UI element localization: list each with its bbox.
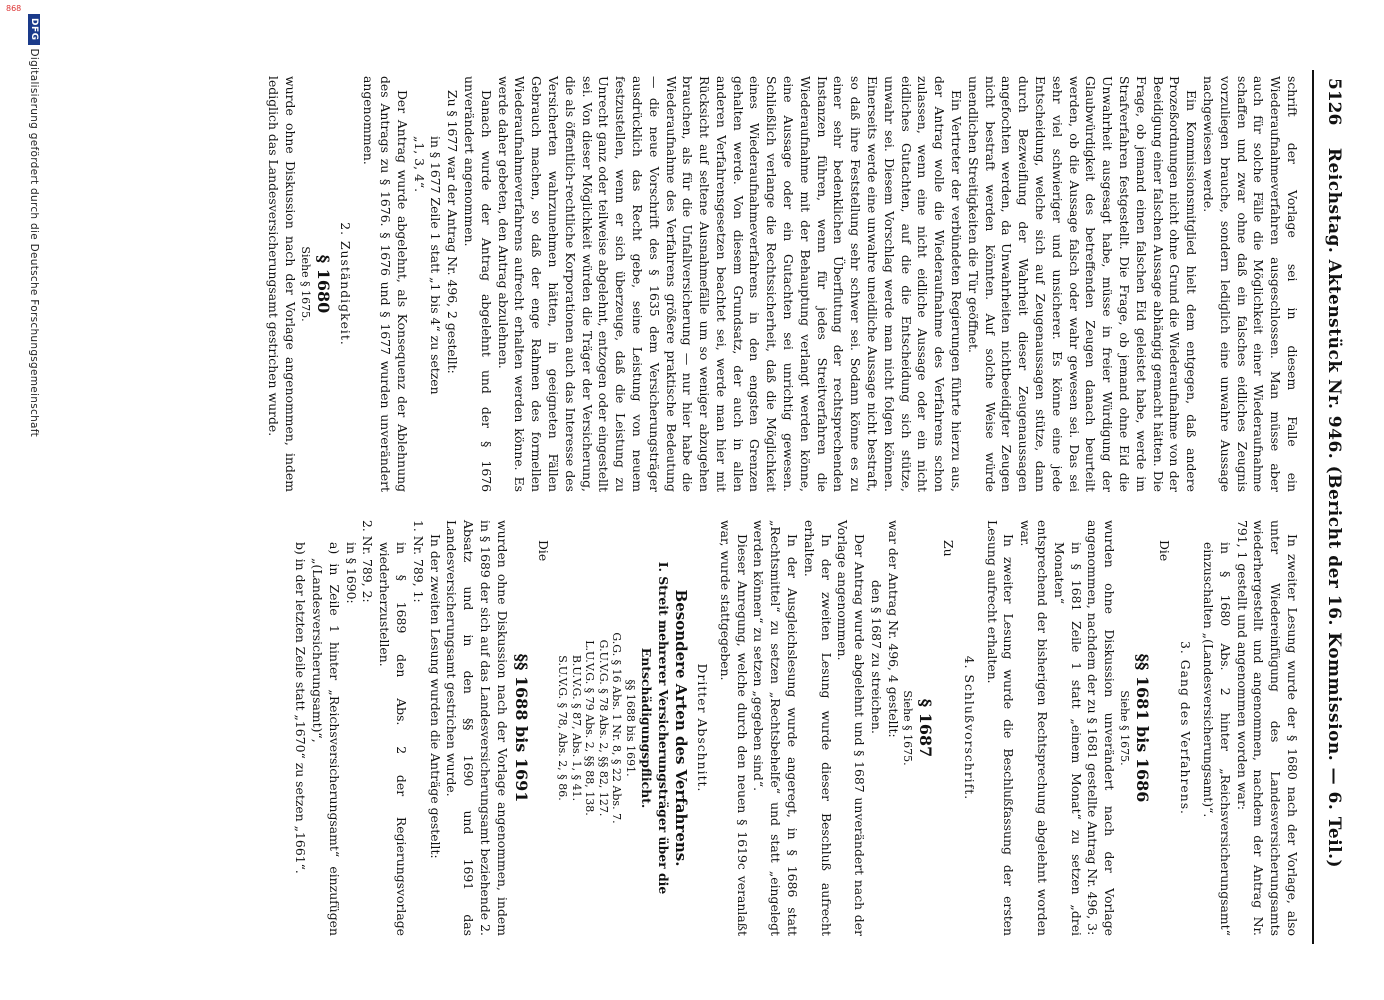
lead-word: Die bbox=[1157, 540, 1173, 562]
paragraph: In zweiter Lesung wurde der § 1680 nach der Vorlage, also unter Wiedereinfügung des Landesversicherungsamts wiederhergestellt und angenommen, nachdem der Antrag Nr. 791, 1 gestellt und angenommen worden war: bbox=[1234, 520, 1300, 936]
paragraph: Ein Kommissionsmitglied hielt dem entgegen, daß andere Prozeßordnungen nicht ohne Grund die Wiederaufnahme von der Beeidigung einer falschen Aussage abhängig gemacht hätten. Die Frage, ob jemand einen falschen Eid geleistet habe, werde im Strafverfahren festgestellt. Die Frage, ob jemand ohne Eid die Unwahrheit ausgesagt habe, müsse in freier Würdigung der Glaubwürdigkeit des betreffenden Zeugen danach beurteilt werden, ob die Aussage falsch oder wahr gewesen sei. Das sei sehr viel schwieriger und unsicherer. Es könne eine jede Entscheidung, welche sich auf Zeugenaussagen stütze, dann durch Bezweiflung der Wahrheit dieser Zeugenaussagen angefochten werden, da Unwahrheiten nichtbeeidigter Zeugen nicht bestraft werden könnten. Auf solche Weise würde unendlichen Streitigkeiten die Tür geöffnet. bbox=[965, 76, 1200, 492]
header-rule bbox=[1312, 70, 1314, 944]
lead-word: Die bbox=[536, 540, 552, 562]
subsection-heading: 4. Schlußvorschrift. bbox=[961, 655, 977, 801]
item-heading: I. Streit mehrerer Versicherungsträger über die Entschädigungspflicht. bbox=[638, 561, 671, 895]
paragraph: In der Ausgleichslesung wurde angeregt, in § 1686 statt „Rechtsmittel“ zu setzen „Rechtsbehelfe“ und statt „eingelegt werden können“ zu setzen „gegeben sind“. bbox=[751, 520, 801, 936]
cross-reference: Siehe § 1675. bbox=[901, 690, 915, 766]
left-column bbox=[265, 76, 1300, 492]
list-item: in § 1690: bbox=[343, 542, 359, 604]
quoted-amendment: „1, 3, 4“. bbox=[411, 136, 427, 193]
page-stamp: 868 bbox=[6, 4, 22, 13]
cross-reference-list: §§ 1688 bis 1691. G.G. § 16 Abs. 1 Nr. 8, § 22 Abs. 7. G.U.V.G. § 78 Abs. 2, §§ 82, 127. L.U.V.G. § 79 Abs. 2, §§ 88, 138. B.U.V.G. § 87, Abs. 1, § 41. S.U.V.G. § 78, Abs. 2, § 86. bbox=[555, 632, 637, 824]
page-header bbox=[1318, 78, 1344, 938]
page-title: Reichstag. Aktenstück Nr. 946. (Bericht der 16. Kommission. — 6. Teil.) bbox=[1324, 147, 1344, 869]
paragraph: Zu § 1677 war der Antrag Nr. 496, 2 gestellt: bbox=[445, 90, 461, 374]
page-number: 5126 bbox=[1324, 78, 1344, 126]
section-heading: §§ 1681 bis 1686 bbox=[1132, 653, 1152, 803]
paragraph: wurden ohne Diskussion nach der Vorlage angenommen, indem in § 1689 der sich auf das Landesversicherungsamt beziehende 2. Absatz und in den §§ 1690 und 1691 das Landesversicherungsamt gestrichen wurde. bbox=[444, 520, 510, 936]
paragraph: Der Antrag wurde abgelehnt, als Konsequenz der Ablehnung des Antrags zu § 1676. § 1676 und § 1677 wurden unverändert angenommen. bbox=[361, 76, 410, 492]
quoted-amendment: in § 1677 Zeile 1 statt „1 bis 4“ zu setzen bbox=[428, 136, 444, 395]
cross-reference: Siehe § 1675. bbox=[1117, 690, 1131, 766]
right-column bbox=[291, 520, 1300, 936]
section-heading: § 1680 bbox=[313, 254, 333, 314]
list-item: 1. Nr. 789, 1: bbox=[410, 520, 426, 603]
paragraph: In zweiter Lesung wurde die Beschlußfassung der ersten Lesung aufrecht erhalten. bbox=[984, 520, 1017, 936]
section-heading: §§ 1688 bis 1691 bbox=[511, 653, 531, 803]
list-item: in § 1689 den Abs. 2 der Regierungsvorlage wiederherzustellen. bbox=[377, 542, 409, 936]
lead-word: Zu bbox=[941, 540, 957, 557]
dfg-footer bbox=[24, 14, 44, 986]
chapter-label: Dritter Abschnitt. bbox=[695, 663, 711, 793]
quoted-amendment: den § 1687 zu streichen. bbox=[869, 580, 885, 734]
cross-reference: Siehe § 1675. bbox=[298, 246, 312, 322]
section-heading: § 1687 bbox=[916, 698, 936, 758]
paragraph: Ein Vertreter der verbündeten Regierungen führte hierzu aus, der Antrag wolle die Wiederaufnahme des Verfahrens schon zulassen, wenn eine nicht eidliche Aussage oder ein nicht eidliches Gutachten, auf die die Entscheidung sich stütze, unwahr sei. Diesem Vorschlag werde man nicht folgen können. Einerseits werde eine unwahre uneidliche Aussage nicht bestraft, so daß ihre Feststellung sehr schwer sei. Sodann könne es zu einer sehr bedenklichen Überflutung der rechtsprechenden Instanzen führen, wenn für jedes Streitverfahren die Wiederaufnahme mit der Behauptung verlangt werden könne, eine Aussage oder ein Gutachten sei unrichtig gewesen. Schließlich verlange die Rechtssicherheit, daß die Möglichkeit eines Wiederaufnahmeverfahrens in den engsten Grenzen gehalten werde. Von diesem Grundsatz, der auch in allen anderen Verfahrensgesetzen beachtet sei, werde man hier mit Rücksicht auf seltene Ausnahmefälle um so weniger abzugehen brauchen, als für die Unfallversicherung — nur hier habe die Wiederaufnahme des Verfahrens größere praktische Bedeutung — die neue Vorschrift des § 1635 dem Versicherungsträger ausdrücklich das Recht gebe, seine Leistung von neuem festzustellen, wenn er sich überzeuge, daß die Leistung zu Unrecht ganz oder teilweise abgelehnt, entzogen oder eingestellt sei. Von dieser Möglichkeit würden die Träger der Versicherung, die als öffentlich-rechtliche Korporationen auch das Interesse des Versicherten wahrzunehmen hätten, in geeigneten Fällen Gebrauch machen, so daß der enge Rahmen des formellen Wiederaufnahmeverfahrens aufrecht erhalten werden könne. Es werde daher gebeten, den Antrag abzulehnen. bbox=[495, 76, 965, 492]
dfg-text: Digitalisierung gefördert durch die Deutsche Forschungsgemeinschaft bbox=[28, 48, 40, 437]
paragraph: schrift der Vorlage sei in diesem Falle ein Wiederaufnahmeverfahren ausgeschlossen. Man müsse aber auch für solche Fälle die Möglichkeit einer Wiederaufnahme schaffen und zwar ohne daß ein falsches eidliches Zeugnis vorzuliegen brauche, sondern lediglich eine unwahre Aussage nachgewiesen werde. bbox=[1201, 76, 1300, 492]
paragraph: war der Antrag Nr. 496, 4 gestellt: bbox=[885, 520, 901, 738]
chapter-title: Besondere Arten des Verfahrens. bbox=[672, 589, 691, 867]
quoted-amendment: in § 1681 Zeile 1 statt „einem Monat“ zu setzen „drei Monaten“ bbox=[1051, 542, 1084, 936]
paragraph: entsprechend der bisherigen Rechtsprechung abgelehnt worden war. bbox=[1018, 520, 1051, 936]
paragraph: Der Antrag wurde abgelehnt und § 1687 unverändert nach der Vorlage angenommen. bbox=[835, 520, 868, 936]
subsection-heading: 3. Gang des Verfahrens. bbox=[1178, 640, 1194, 815]
subsection-heading: 2. Zuständigkeit. bbox=[338, 222, 354, 346]
paragraph: Danach wurde der Antrag abgelehnt und der § 1676 unverändert angenommen. bbox=[461, 76, 494, 492]
list-item: a) in Zeile 1 hinter „Reichsversicherungsamt“ einzufügen „(Landesversicherungsamt)“, bbox=[310, 542, 342, 936]
list-item: b) in der letzten Zeile statt „1670“ zu setzen „1661“. bbox=[293, 542, 309, 874]
dfg-logo: DFG bbox=[28, 14, 40, 45]
quoted-amendment: in § 1680 Abs. 2 hinter „Reichsversicherungsamt“ einzuschalten „(Landesversicherungsamt)“. bbox=[1201, 542, 1233, 936]
list-item: 2. Nr. 789, 2: bbox=[360, 520, 376, 603]
paragraph: Dieser Anregung, welche durch den neuen § 1619c veranlaßt war, wurde stattgegeben. bbox=[717, 520, 750, 936]
paragraph: wurden ohne Diskussion unverändert nach der Vorlage angenommen, nachdem der zu § 1681 gestellte Antrag Nr. 496, 3: bbox=[1085, 520, 1118, 936]
paragraph: In der zweiten Lesung wurde dieser Beschluß aufrecht erhalten. bbox=[801, 520, 834, 936]
paragraph: wurde ohne Diskussion nach der Vorlage angenommen, indem lediglich das Landesversicherungsamt gestrichen wurde. bbox=[266, 76, 299, 492]
paragraph: In der zweiten Lesung wurden die Anträge gestellt: bbox=[427, 534, 443, 859]
